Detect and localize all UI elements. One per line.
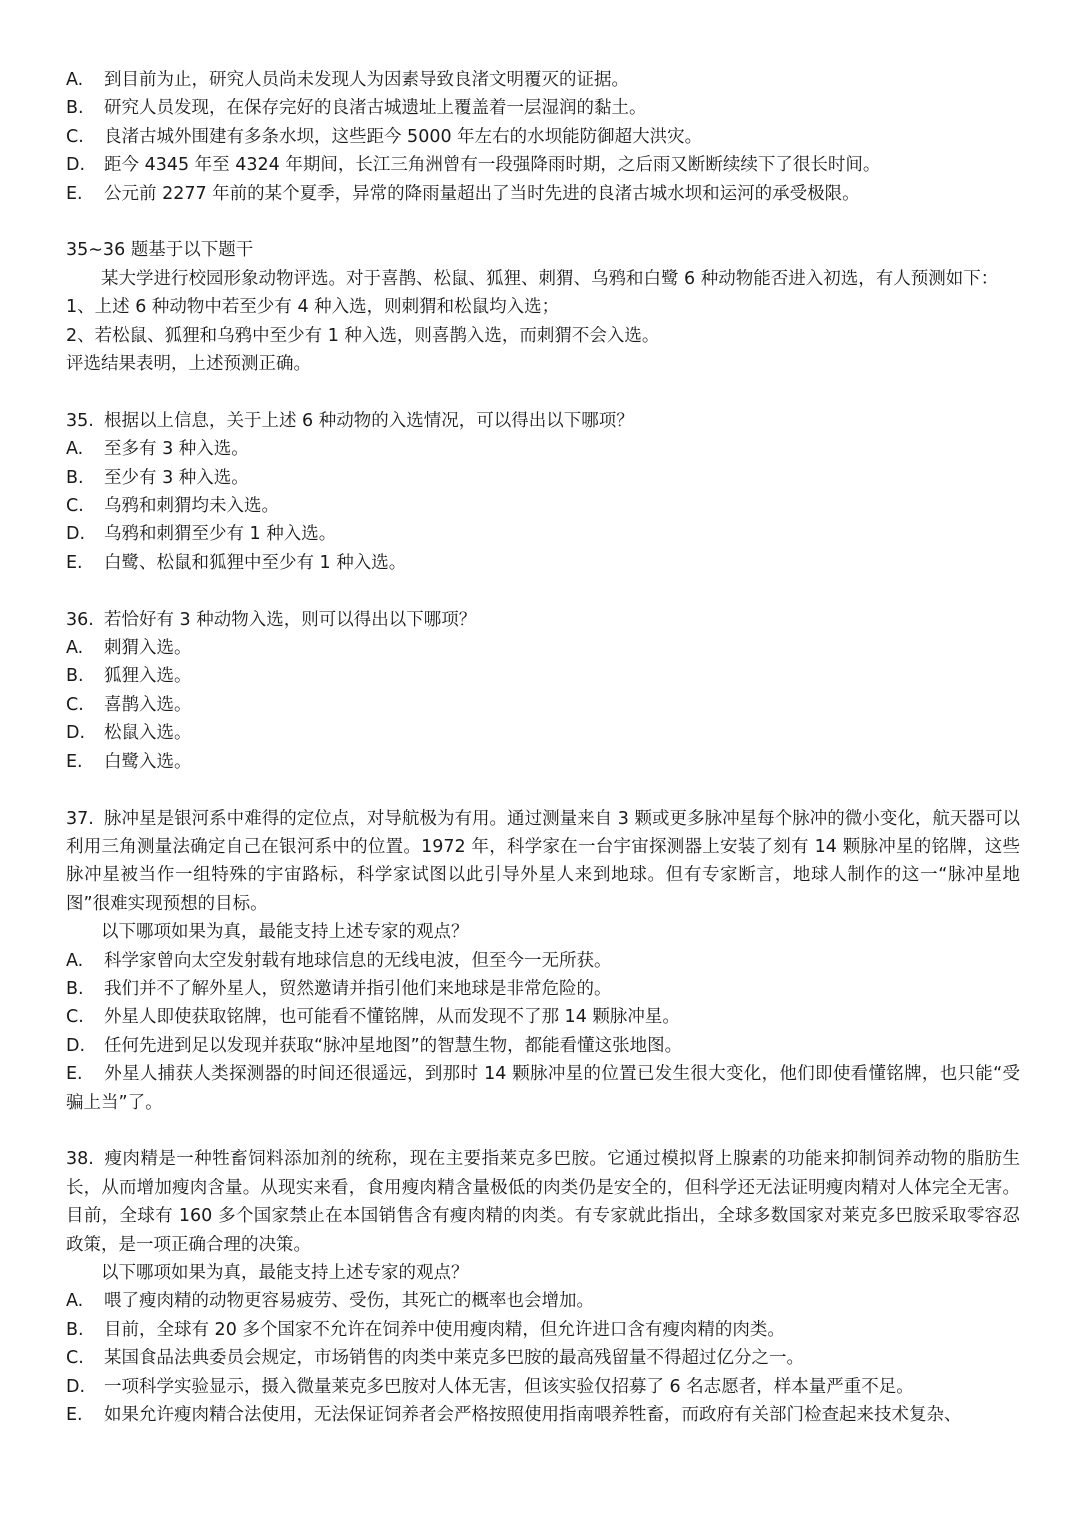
spacer xyxy=(66,1117,1020,1145)
q35-question: 35. 根据以上信息，关于上述 6 种动物的入选情况，可以得出以下哪项？ xyxy=(66,410,634,431)
spacer xyxy=(66,378,1020,406)
q35-option-d: D. 乌鸦和刺猬至少有 1 种入选。 xyxy=(66,524,337,545)
prediction-rule-1: 1、上述 6 种动物中若至少有 4 种入选，则刺猬和松鼠均入选； xyxy=(66,297,560,318)
spacer xyxy=(66,577,1020,605)
q36-question: 36. 若恰好有 3 种动物入选，则可以得出以下哪项？ xyxy=(66,609,477,630)
q38-option-d: D. 一项科学实验显示，摄入微量莱克多巴胺对人体无害，但该实验仅招募了 6 名志愿者，样本量严重不足。 xyxy=(66,1376,914,1397)
q34-option-c: C. 良渚古城外围建有多条水坝，这些距今 5000 年左右的水坝能防御超大洪灾。 xyxy=(66,126,703,147)
q36-option-a: A. 刺猬入选。 xyxy=(66,638,192,659)
q37-option-e: E. 外星人捕获人类探测器的时间还很遥远，到那时 14 颗脉冲星的位置已发生很大变化，他们即使看懂铭牌，也只能“受骗上当”了。 xyxy=(66,1064,1020,1113)
group-heading: 35∼36 题基于以下题干 xyxy=(66,240,254,261)
q38-option-c: C. 某国食品法典委员会规定，市场销售的肉类中莱克多巴胺的最高残留量不得超过亿分之一。 xyxy=(66,1348,804,1369)
question-38 xyxy=(66,1145,1020,1429)
q37-option-a: A. 科学家曾向太空发射载有地球信息的无线电波，但至今一无所获。 xyxy=(66,950,612,971)
prediction-rule-2: 2、若松鼠、狐狸和乌鸦中至少有 1 种入选，则喜鹊入选，而刺猬不会入选。 xyxy=(66,325,660,346)
q36-option-d: D. 松鼠入选。 xyxy=(66,723,192,744)
q34-option-e: E. 公元前 2277 年前的某个夏季，异常的降雨量超出了当时先进的良渚古城水坝和运河的承受极限。 xyxy=(66,183,860,204)
q35-option-e: E. 白鹭、松鼠和狐狸中至少有 1 种入选。 xyxy=(66,552,407,573)
question-36 xyxy=(66,606,1020,776)
q38-option-b: B. 目前，全球有 20 多个国家不允许在饲养中使用瘦肉精，但允许进口含有瘦肉精的肉类。 xyxy=(66,1319,785,1340)
q35-option-b: B. 至少有 3 种入选。 xyxy=(66,467,249,488)
q37-question: 以下哪项如果为真，最能支持上述专家的观点？ xyxy=(101,922,469,943)
group-stem: 某大学进行校园形象动物评选。对于喜鹊、松鼠、狐狸、刺猬、乌鸦和白鹭 6 种动物能否进入初选，有人预测如下： xyxy=(101,268,999,289)
q34-option-a: A. 到目前为止，研究人员尚未发现人为因素导致良渚文明覆灭的证据。 xyxy=(66,70,629,90)
q37-option-b: B. 我们并不了解外星人，贸然邀请并指引他们来地球是非常危险的。 xyxy=(66,978,612,999)
q38-stem: 38. 瘦肉精是一种牲畜饲料添加剂的统称，现在主要指莱克多巴胺。它通过模拟肾上腺素的功能来抑制饲养动物的脂肪生长，从而增加瘦肉含量。从现实来看，食用瘦肉精含量极低的肉类仍是安全的，但科学还无法证明瘦肉精对人体完全无害。目前，全球有 160 多个国家禁止在本国销售含有瘦肉精的肉类。有专家就此指出，全球多数国家对莱克多巴胺采取零容忍政策，是一项正确合理的决策。 xyxy=(66,1149,1020,1255)
q36-option-c: C. 喜鹊入选。 xyxy=(66,694,192,715)
q36-option-e: E. 白鹭入选。 xyxy=(66,751,192,772)
q35-option-c: C. 乌鸦和刺猬均未入选。 xyxy=(66,496,279,517)
group-35-36 xyxy=(66,236,1020,378)
q34-option-d: D. 距今 4345 年至 4324 年期间，长江三角洲曾有一段强降雨时期，之后雨又断断续续下了很长时间。 xyxy=(66,155,881,176)
q38-option-a: A. 喂了瘦肉精的动物更容易疲劳、受伤，其死亡的概率也会增加。 xyxy=(66,1291,594,1312)
question-35 xyxy=(66,407,1020,577)
q34-options xyxy=(66,66,1020,208)
question-37 xyxy=(66,805,1020,1117)
q37-stem: 37. 脉冲星是银河系中难得的定位点，对导航极为有用。通过测量来自 3 颗或更多脉冲星每个脉冲的微小变化，航天器可以利用三角测量法确定自己在银河系中的位置。1972 年，科学家在一台宇宙探测器上安装了刻有 14 颗脉冲星的铭牌，这些脉冲星被当作一组特殊的宇宙路标，科学家试图以此引导外星人来到地球。但有专家断言，地球人制作的这一“脉冲星地图”很难实现预想的目标。 xyxy=(66,808,1020,914)
q35-option-a: A. 至多有 3 种入选。 xyxy=(66,439,249,460)
q38-question: 以下哪项如果为真，最能支持上述专家的观点？ xyxy=(101,1262,469,1283)
q38-option-e: E. 如果允许瘦肉精合法使用，无法保证饲养者会严格按照使用指南喂养牲畜，而政府有关部门检查起来技术复杂、 xyxy=(66,1405,962,1426)
prediction-result: 评选结果表明，上述预测正确。 xyxy=(66,354,311,375)
q36-option-b: B. 狐狸入选。 xyxy=(66,666,192,687)
q37-option-c: C. 外星人即使获取铭牌，也可能看不懂铭牌，从而发现不了那 14 颗脉冲星。 xyxy=(66,1007,680,1028)
q34-option-b: B. 研究人员发现，在保存完好的良渚古城遗址上覆盖着一层湿润的黏土。 xyxy=(66,98,647,119)
spacer xyxy=(66,776,1020,804)
spacer xyxy=(66,208,1020,236)
q37-option-d: D. 任何先进到足以发现并获取“脉冲星地图”的智慧生物，都能看懂这张地图。 xyxy=(66,1035,683,1056)
